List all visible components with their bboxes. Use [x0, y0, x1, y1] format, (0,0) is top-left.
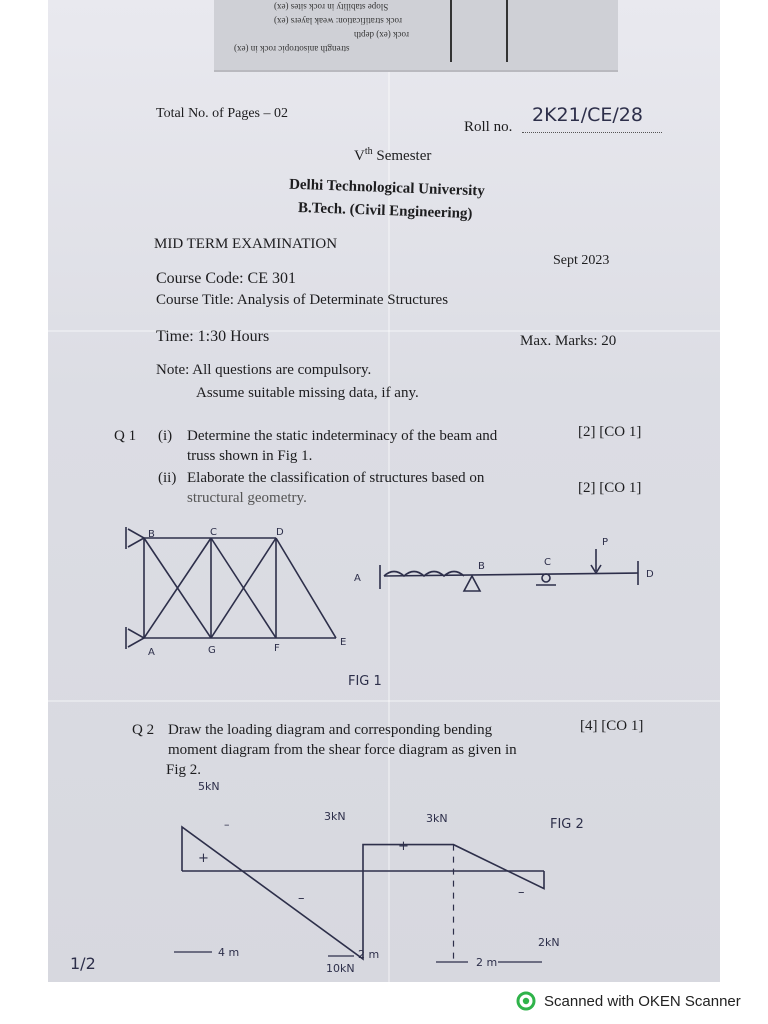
semester-number: V	[354, 148, 365, 164]
q1-number: Q 1	[114, 428, 137, 444]
beam-label: C	[544, 557, 551, 568]
fig2-caption: FIG 2	[550, 817, 584, 832]
sfd-span-label: 2 m	[358, 948, 380, 961]
exam-paper	[48, 0, 720, 982]
torn-paper-stub	[214, 0, 618, 72]
semester-sup: th	[364, 146, 373, 157]
q2-text-2: moment diagram from the shear force diagram as given in	[168, 742, 517, 758]
pin-support-icon	[128, 529, 144, 547]
scanner-credit: Scanned with OKEN Scanner	[544, 992, 741, 1010]
max-marks: Max. Marks: 20	[520, 333, 617, 349]
q1-ii-marks: [2] [CO 1]	[578, 480, 642, 496]
roller-support-icon	[542, 574, 550, 582]
truss-member	[276, 538, 336, 638]
fig1-drawing	[48, 515, 720, 695]
roll-number: 2K21/CE/28	[532, 104, 643, 126]
sfd-data-label: 3kN	[324, 810, 346, 823]
q1-i-text-1: Determine the static indeterminacy of the beam and	[187, 428, 498, 444]
course-title: Course Title: Analysis of Determinate Structures	[156, 292, 449, 308]
sfd-sign: –	[518, 885, 525, 900]
q1-ii-text-1: Elaborate the classification of structures based on	[187, 470, 485, 486]
q1-ii-text-2: structural geometry.	[187, 490, 307, 506]
stub-rule	[450, 0, 452, 62]
fig1-caption: FIG 1	[348, 674, 382, 689]
stub-text: rock (ex) depth	[354, 30, 409, 40]
q1-i-text-2: truss shown in Fig 1.	[187, 448, 313, 464]
beam	[380, 549, 638, 591]
truss-label: F	[274, 643, 280, 654]
note-line-2: Assume suitable missing data, if any.	[196, 385, 419, 401]
sfd-data-label: 3kN	[426, 812, 448, 825]
beam-label: D	[646, 569, 654, 580]
beam-label: P	[602, 537, 609, 548]
stub-text: rock stratification: weak layers (ex)	[274, 16, 402, 26]
scanner-logo-icon	[516, 991, 536, 1011]
q1-i-label: (i)	[158, 428, 173, 444]
truss-label: D	[276, 527, 284, 538]
q2-number: Q 2	[132, 722, 155, 738]
q2-text-3: Fig 2.	[166, 762, 202, 778]
truss-label: G	[208, 645, 216, 656]
pin-support-icon	[464, 576, 480, 591]
stub-rule	[506, 0, 508, 62]
semester	[354, 146, 431, 165]
roll-label: Roll no.	[464, 119, 513, 135]
program-name: B.Tech. (Civil Engineering)	[297, 199, 473, 223]
page-mark: 1/2	[70, 954, 96, 973]
truss-label: E	[340, 637, 347, 648]
sfd-series-line	[182, 827, 544, 959]
stub-text: Slope stability in rock sites (ex)	[274, 2, 389, 12]
sfd-span-label: 4 m	[218, 946, 240, 959]
fig2-drawing	[48, 778, 720, 982]
sfd-sign: –	[298, 891, 305, 906]
beam-label: A	[354, 573, 361, 584]
q1-ii-label: (ii)	[158, 470, 177, 486]
sfd-sign: +	[198, 851, 209, 866]
exam-date: Sept 2023	[553, 253, 610, 268]
exam-time: Time: 1:30 Hours	[156, 328, 270, 345]
roll-underline	[522, 132, 662, 133]
sfd-data-label: 2kN	[538, 936, 560, 949]
scanner-footer	[516, 990, 741, 1012]
sfd-sign: +	[398, 839, 409, 854]
q1-i-marks: [2] [CO 1]	[578, 424, 642, 440]
beam-label: B	[478, 561, 485, 572]
course-code: Course Code: CE 301	[156, 270, 296, 287]
paper-crease	[48, 700, 720, 702]
total-pages: Total No. of Pages – 02	[156, 106, 289, 121]
exam-title: MID TERM EXAMINATION	[154, 236, 338, 252]
sfd-data-label: 10kN	[326, 962, 355, 975]
truss-label: A	[148, 647, 155, 658]
note-line-1: Note: All questions are compulsory.	[156, 362, 372, 378]
q2-marks: [4] [CO 1]	[580, 718, 644, 734]
truss	[126, 527, 336, 649]
semester-label: Semester	[372, 148, 432, 164]
sfd-span-label: 2 m	[476, 956, 498, 969]
stub-text: strength anisotropic rock in (ex)	[234, 44, 350, 54]
truss-label: C	[210, 527, 217, 538]
sfd-data-label: 5kN	[198, 780, 220, 793]
sfd-sign: –	[224, 818, 230, 831]
pin-support-icon	[128, 629, 144, 647]
university-name: Delhi Technological University	[288, 176, 486, 200]
truss-label: B	[148, 529, 155, 540]
q2-text-1: Draw the loading diagram and corresponding bending	[168, 722, 493, 738]
paper-crease	[48, 330, 720, 332]
